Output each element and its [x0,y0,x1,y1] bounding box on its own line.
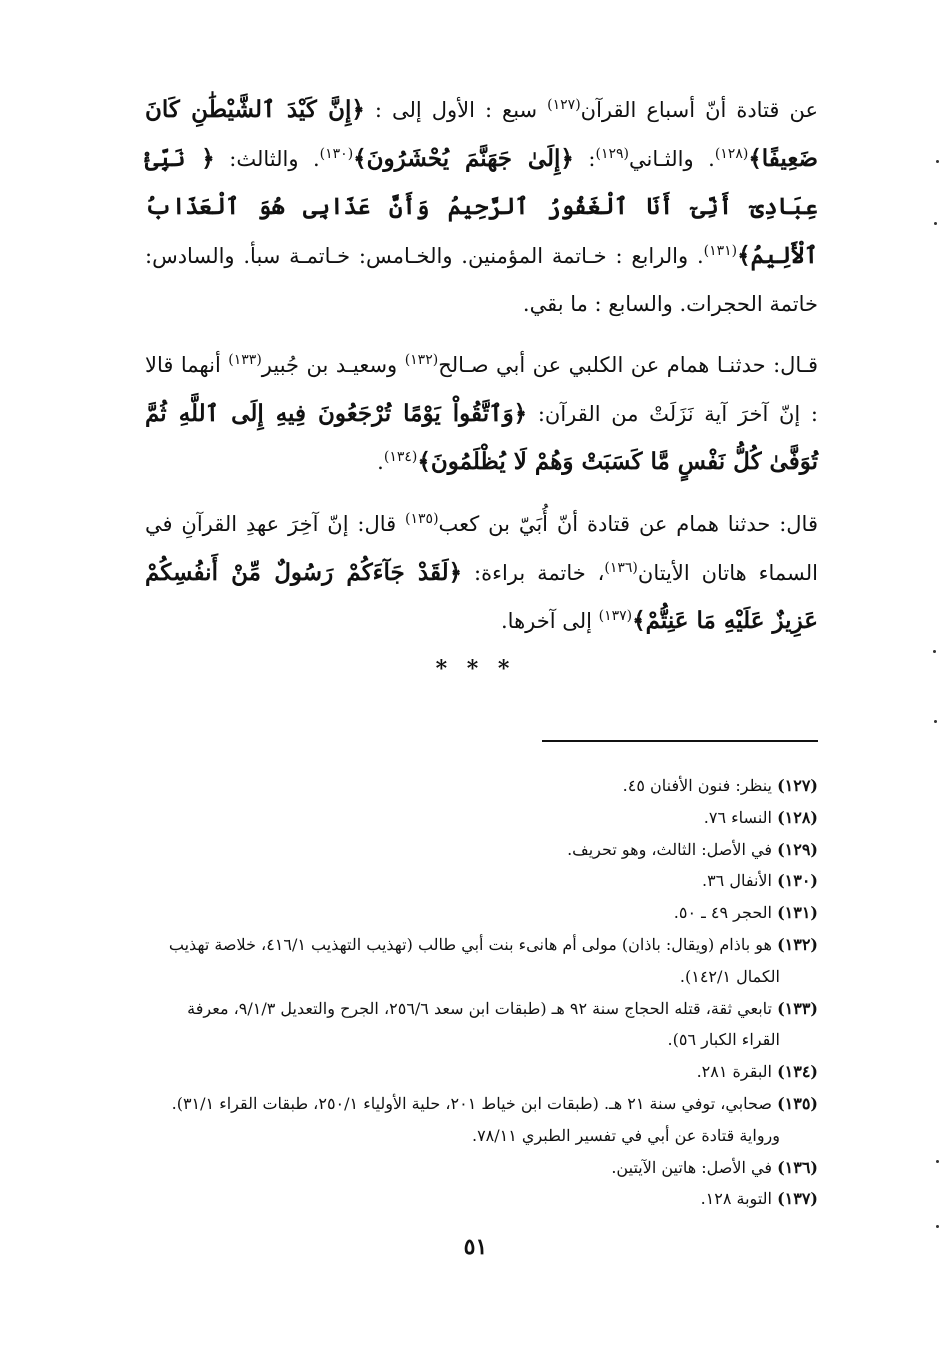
quran-verse: ﴿إِنَّ كَيْدَ ٱلشَّيْطَٰنِ كَانَ ضَعِيفًا﴾ [145,96,818,172]
footnote-text: تابعي ثقة، قتله الحجاج سنة ٩٢ هـ (طبقات ابن سعد ٢٥٦/٦، الجرح والتعديل ٩/١/٣، معرفة القراء الكبار ٥٦). [187,998,780,1050]
footnote-item [145,1056,818,1088]
scan-speck [933,650,936,653]
scan-speck [934,222,937,225]
footnote-reference: (١٢٩) [595,145,629,162]
footnote-text: الأنفال ٣٦. [701,871,778,891]
quran-verse: ﴿لَقَدْ جَآءَكُمْ رَسُولٌ مِّنْ أَنفُسِكُمْ عَزِيزٌ عَلَيْهِ مَا عَنِتُّمْ﴾ [145,558,818,634]
scan-speck [936,160,939,163]
footnote-reference: (١٣٠) [319,145,354,162]
body-text: قال: حدثنا همام عن قتادة أنّ أُبَيّ بن كعب [438,512,818,536]
footnote-number: (١٢٩) [777,839,818,859]
quran-verse: ﴿وَٱتَّقُواْ يَوْمًا تُرْجَعُونَ فِيهِ إِلَى ٱللَّهِ ثُمَّ تُوَفَّىٰ كُلُّ نَفْسٍ مَّا كَسَبَتْ وَهُمْ لَا يُظْلَمُونَ﴾ [145,399,818,475]
body-text: قـال: حدثنـا همام عن الكلبي عن أبي صـالح [438,353,818,377]
footnote-reference: (١٣١) [703,242,738,259]
body-text: . والثالث: [214,146,320,171]
footnote-item [145,897,818,929]
scan-speck [936,1225,939,1228]
footnotes-list [145,770,818,1215]
paragraph [145,86,818,329]
body-text: سبع : الأول إلى : [364,98,548,122]
body-text: أنهما قالا : إنّ آخرَ آية نَزَلَتْ من القرآن: [145,353,818,426]
footnote-number: (١٣٤) [777,1062,818,1082]
body-text: قال: إنّ آخِرَ عهدِ القرآنِ في السماء هاتان الأيتان [145,512,818,585]
footnote-text: في الأصل: هاتين الآيتين. [611,1157,778,1177]
footnote-number: (١٢٧) [777,776,818,795]
footnote-text: الحجر ٤٩ ـ ٥٠. [673,903,778,923]
footnote-text: النساء ٧٦. [703,807,778,827]
paragraph [145,341,818,487]
footnote-item [145,1088,818,1152]
body-text: . والثـاني [629,146,715,171]
footnote-number: (١٢٨) [777,807,818,827]
footnote-number: (١٣١) [777,903,818,923]
footnote-text: في الأصل: الثالث، وهو تحريف. [567,839,778,859]
footnote-reference: (١٣٥) [405,511,439,527]
footnote-item [145,929,818,993]
body-text: . [377,450,384,474]
body-text: عن قتادة أنّ أسباع القرآن [580,98,818,122]
footnote-text: البقرة ٢٨١. [696,1062,778,1082]
footnote-number: (١٣٣) [777,998,818,1018]
body-text: وسعيـد بن جُبير [261,353,405,377]
footnote-number: (١٣٧) [777,1189,818,1209]
paragraph [145,500,818,646]
footnote-number: (١٣٦) [777,1157,818,1177]
footnote-text: هو باذام (ويقال: باذان) مولى أم هانىء بنت أبي طالب (تهذيب التهذيب ٤١٦/١، خلاصة تهذيب الكمال ١٤٢/١). [168,934,780,986]
footnote-reference: (١٣٣) [228,352,262,368]
body-text: : [573,146,596,171]
footnote-number: (١٣٥) [777,1093,818,1113]
footnote-reference: (١٢٨) [714,145,749,162]
footnote-reference: (١٣٧) [598,608,633,624]
footnote-item [145,993,818,1057]
footnote-item [145,1152,818,1184]
body-text: ، خاتمة براءة: [462,560,605,585]
body-text: إلى آخرها. [501,609,599,633]
footnote-number: (١٣٢) [777,934,818,954]
footnote-reference: (١٣٦) [604,559,638,576]
footnote-item [145,802,818,834]
page-number: ٥١ [463,1234,488,1260]
footnote-text: التوبة ١٢٨. [700,1189,778,1209]
footnote-item [145,770,818,802]
footnote-item [145,1183,818,1215]
footnote-reference: (١٣٢) [404,352,439,368]
footnote-reference: (١٢٧) [547,97,581,113]
footnote-reference: (١٣٤) [383,449,418,465]
quran-verse: ﴿إِلَىٰ جَهَنَّمَ يُحْشَرُونَ﴾ [353,144,574,172]
scan-speck [936,1160,939,1163]
footnote-item [145,865,818,897]
footnote-divider [542,740,818,742]
body-text: . والرابع : خـاتمة المؤمنين. والخـامس: خـاتمـة سبأ. والسادس: خاتمة الحجرات. والسابع : ما بقي. [145,243,818,316]
scan-speck [934,720,937,723]
footnote-number: (١٣٠) [777,871,818,891]
quran-verse: ﴿ نَبِّئْ عِبَادِىٓ أَنِّىٓ أَنَا ٱلْغَفُورُ ٱلرَّحِيمُ وَأَنَّ عَذَابِى هُوَ ٱلْعَذَابُ ٱلْأَلِيمُ﴾ [145,144,818,269]
footnote-text: ينظر: فنون الأفنان ٤٥. [622,776,778,795]
section-separator: * * * [435,656,516,682]
footnote-text: صحابي، توفي سنة ٢١ هـ. (طبقات ابن خياط ٢٠١، حلية الأولياء ٢٥٠/١، طبقات القراء ٣١/١). ورواية قتادة عن أبي في تفسير الطبري ٧٨/١١. [171,1093,780,1145]
footnote-item [145,834,818,866]
